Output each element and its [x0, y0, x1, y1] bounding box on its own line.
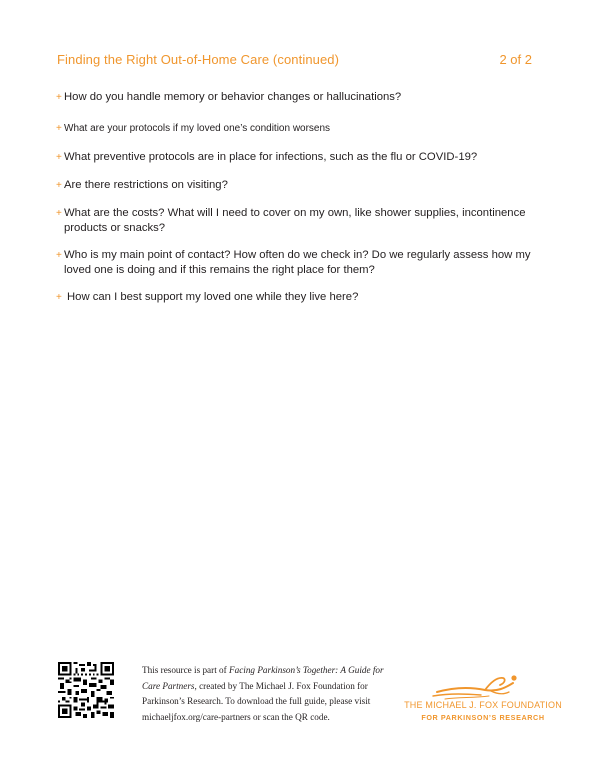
page-number: 2 of 2: [499, 52, 532, 67]
guide-title: Facing Parkinson’s Together: A Guide for Care Partners: [142, 665, 384, 691]
plus-icon: +: [56, 92, 62, 103]
plus-icon: +: [56, 292, 62, 303]
list-item: + What are your protocols if my loved one’s condition worsens: [56, 123, 331, 134]
page-title: Finding the Right Out-of-Home Care (continued): [57, 52, 340, 67]
list-item: + What preventive protocols are in place for infections, such as the flu or COVID-19?: [56, 151, 478, 163]
list-item: + How can I best support my loved one while they live here?: [56, 291, 359, 303]
logo-text: THE MICHAEL J. FOX FOUNDATION: [404, 700, 562, 710]
plus-icon: +: [56, 250, 62, 261]
list-item: + How do you handle memory or behavior changes or hallucinations?: [56, 91, 402, 103]
plus-icon: +: [56, 208, 62, 219]
logo-subtext: FOR PARKINSON’S RESEARCH: [421, 713, 545, 722]
list-item: + Who is my main point of contact? How often do we check in? Do we regularly assess how my loved one is doing and if this remains the right place for them?: [56, 249, 531, 276]
plus-icon: +: [56, 180, 62, 191]
qr-code-icon[interactable]: [58, 662, 114, 718]
plus-icon: +: [56, 152, 62, 163]
plus-icon: +: [56, 123, 62, 134]
footer-note: This resource is part of Facing Parkinson’s Together: A Guide for Care Partners, created by The Michael J. Fox Foundation for Parkinson’s Research. To download the full guide, please visit michaeljfox.org/care-partners or scan the QR code.: [142, 665, 384, 722]
list-item: + Are there restrictions on visiting?: [56, 179, 228, 191]
list-item: + What are the costs? What will I need to cover on my own, like shower supplies, incontinence products or snacks?: [56, 207, 526, 234]
